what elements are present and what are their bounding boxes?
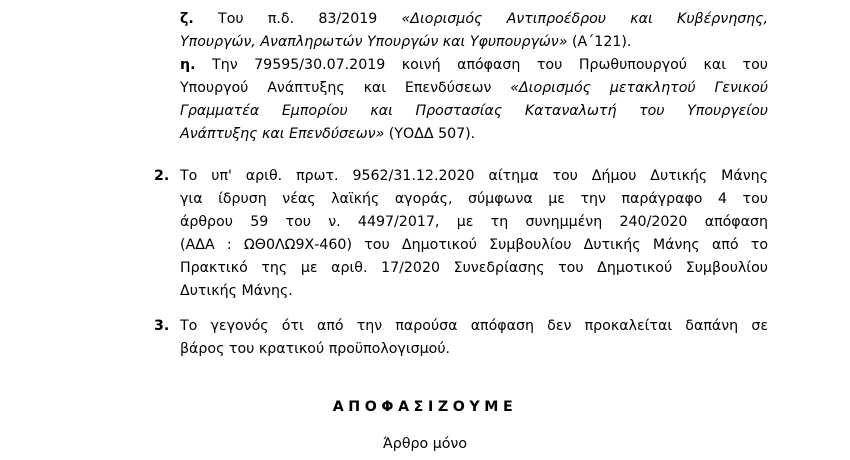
sub-item-line <box>180 100 768 123</box>
sub-item-line <box>180 77 768 100</box>
sub-item-line <box>180 31 631 54</box>
italic-run: Γραμματέα Εμπορίου και Προστασίας Καταναλωτή του Υπουργείου <box>180 103 768 119</box>
item-number: 3. <box>154 318 170 334</box>
text-run: (Α΄121). <box>567 34 632 50</box>
item-line: για ίδρυση νέας λαϊκής αγοράς, σύμφωνα με την παράγραφο 4 του <box>180 191 768 207</box>
item-line: Το γεγονός ότι από την παρούσα απόφαση δεν προκαλείται δαπάνη σε <box>180 318 768 334</box>
sub-item-line <box>180 8 768 31</box>
article-title: Άρθρο μόνο <box>382 436 468 452</box>
item-line: Πρακτικό της με αριθ. 17/2020 Συνεδρίασης του Δημοτικού Συμβουλίου <box>180 260 768 276</box>
sub-item-label: η. <box>180 57 196 73</box>
sub-item-line <box>180 54 768 77</box>
text-run: Υπουργού Ανάπτυξης και Επενδύσεων <box>180 80 511 96</box>
decision-heading: ΑΠΟΦΑΣΙΖΟΥΜΕ <box>332 399 518 415</box>
item-number: 2. <box>154 168 170 184</box>
italic-run: «Διορισμός μετακλητού Γενικού <box>510 80 768 96</box>
sub-item-line <box>180 123 475 146</box>
item-line: άρθρου 59 του ν. 4497/2017, με τη συνημμένη 240/2020 απόφαση <box>180 214 768 230</box>
sub-item-label: ζ. <box>180 11 194 27</box>
item-line: Δυτικής Μάνης. <box>180 283 293 299</box>
italic-run: Ανάπτυξης και Επενδύσεων» <box>180 126 385 142</box>
item-line: (ΑΔΑ : ΩΘ0ΛΩ9Χ-460) του Δημοτικού Συμβουλίου Δυτικής Μάνης από το <box>180 237 768 253</box>
italic-run: Υπουργών, Αναπληρωτών Υπουργών και Υφυπουργών» <box>180 34 568 50</box>
item-line: βάρος του κρατικού προϋπολογισμού. <box>180 341 451 357</box>
text-run: Την 79595/30.07.2019 κοινή απόφαση του Πρωθυπουργού και του <box>212 57 768 73</box>
text-run: (ΥΟΔΔ 507). <box>384 126 476 142</box>
item-line: Το υπ' αριθ. πρωτ. 9562/31.12.2020 αίτημα του Δήμου Δυτικής Μάνης <box>180 168 768 184</box>
italic-run: «Διορισμός Αντιπροέδρου και Κυβέρνησης, <box>401 11 769 27</box>
text-run: Του π.δ. 83/2019 <box>218 11 402 27</box>
